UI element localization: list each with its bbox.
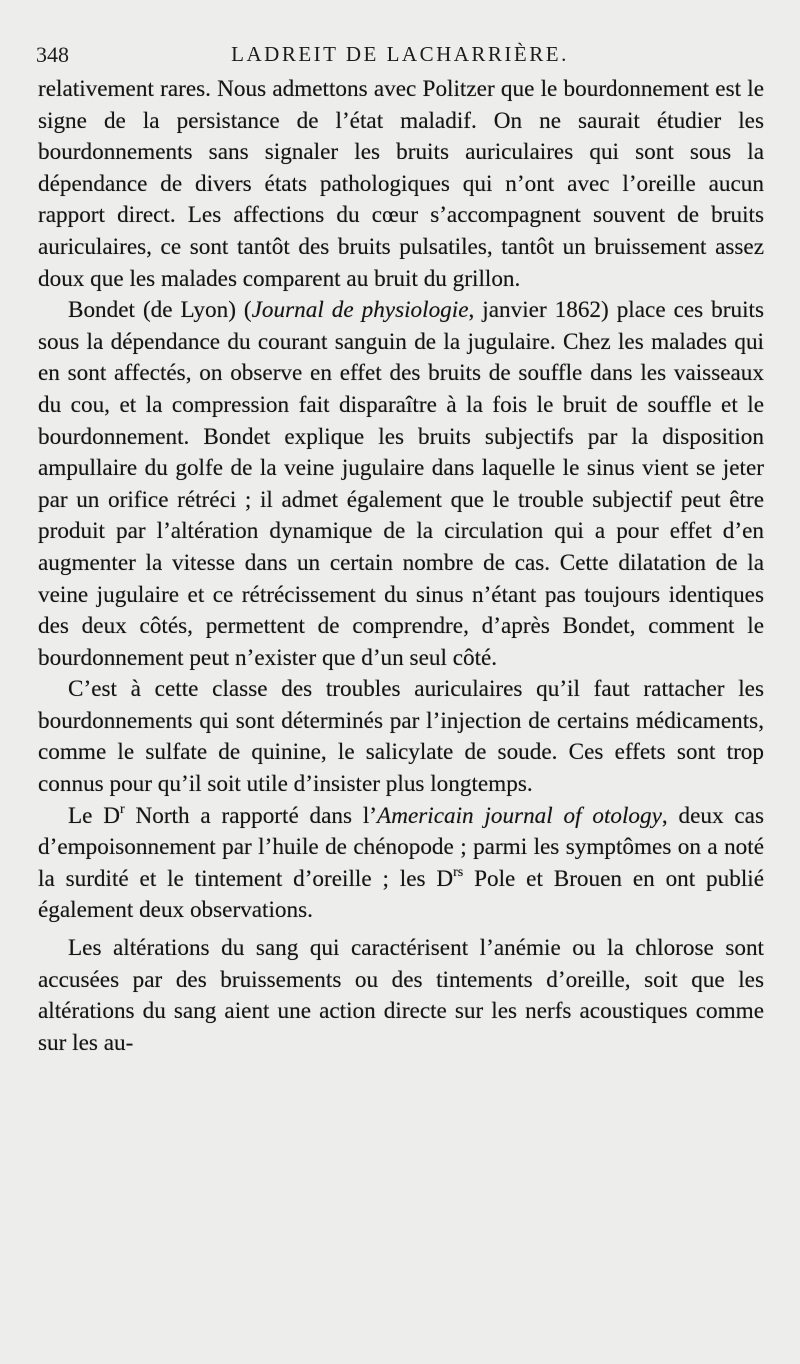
paragraph-5: Les altérations du sang qui caractérisent l’anémie ou la chlorose sont accusées par des bruissements ou des tintements d’oreille, soit que les altérations du sang aient une action directe sur les nerfs acoustiques comme sur les au- [38, 935, 764, 1056]
journal-title: Journal de physiologie [251, 297, 469, 324]
paragraph-2-start: Bondet (de Lyon) ( [68, 297, 252, 324]
page-header [36, 42, 764, 72]
paragraph-1: relativement rares. Nous admettons avec Politzer que le bourdonnement est le signe de la persistance de l’état maladif. On ne saurait étudier les bourdonnements sans signaler les bruits auriculaires qui sont sous la dépendance de divers états pathologiques qui n’ont avec l’oreille aucun rapport direct. Les affections du cœur s’accompagnent souvent de bruits auriculaires, ce sont tantôt des bruits pulsatiles, tantôt un bruissement assez doux que les malades comparent au bruit du grillon. [38, 76, 764, 292]
paragraph-4-start: Le D [68, 802, 121, 829]
doctor-abbrev-sup: r [120, 801, 125, 817]
running-head: LADREIT DE LACHARRIÈRE. [231, 42, 569, 66]
body-text [38, 74, 764, 1059]
paragraph-4-end: Pole et Brouen en ont publié également deux observations. [38, 865, 764, 924]
paragraph-2 [38, 295, 764, 674]
paragraph-4 [38, 801, 764, 927]
paragraph-2-rest: , janvier 1862) place ces bruits sous la dépendance du courant sanguin de la jugulaire. Chez les malades qui en sont affectés, on observe en effet des bruits de souffle dans les vaisseaux du cou, et la compression fait disparaître à la fois le bruit de souffle et le bourdonnement. Bondet explique les bruits subjectifs par la disposition ampullaire du golfe de la veine jugulaire dans laquelle le sinus vient se jeter par un orifice rétréci ; il admet également que le trouble subjectif peut être produit par l’altération dynamique de la circulation qui a pour effet d’en augmenter la vitesse dans un certain nombre de cas. Cette dilatation de la veine jugulaire et ce rétrécissement du sinus n’étant pas toujours identiques des deux côtés, permettent de comprendre, d’après Bondet, comment le bourdonnement peut n’exister que d’un seul côté. [38, 297, 765, 671]
page-number: 348 [36, 42, 69, 67]
doctors-abbrev-sup: rs [453, 865, 464, 881]
paragraph-3: C’est à cette classe des troubles auriculaires qu’il faut rattacher les bourdonnements qui sont déterminés par l’injection de certains médicaments, comme le sulfate de quinine, le salicylate de soude. Ces effets sont trop connus pour qu’il soit utile d’insister plus longtemps. [38, 676, 764, 798]
paragraph-4-middle: , deux cas d’empoisonnement par l’huile de chénopode ; parmi les symptômes on a noté la surdité et le tintement d’oreille ; les D [38, 802, 764, 892]
paragraph-4-part: North a rapporté dans l’ [124, 802, 378, 829]
journal-title-otology: Americain journal of otology [377, 802, 662, 829]
